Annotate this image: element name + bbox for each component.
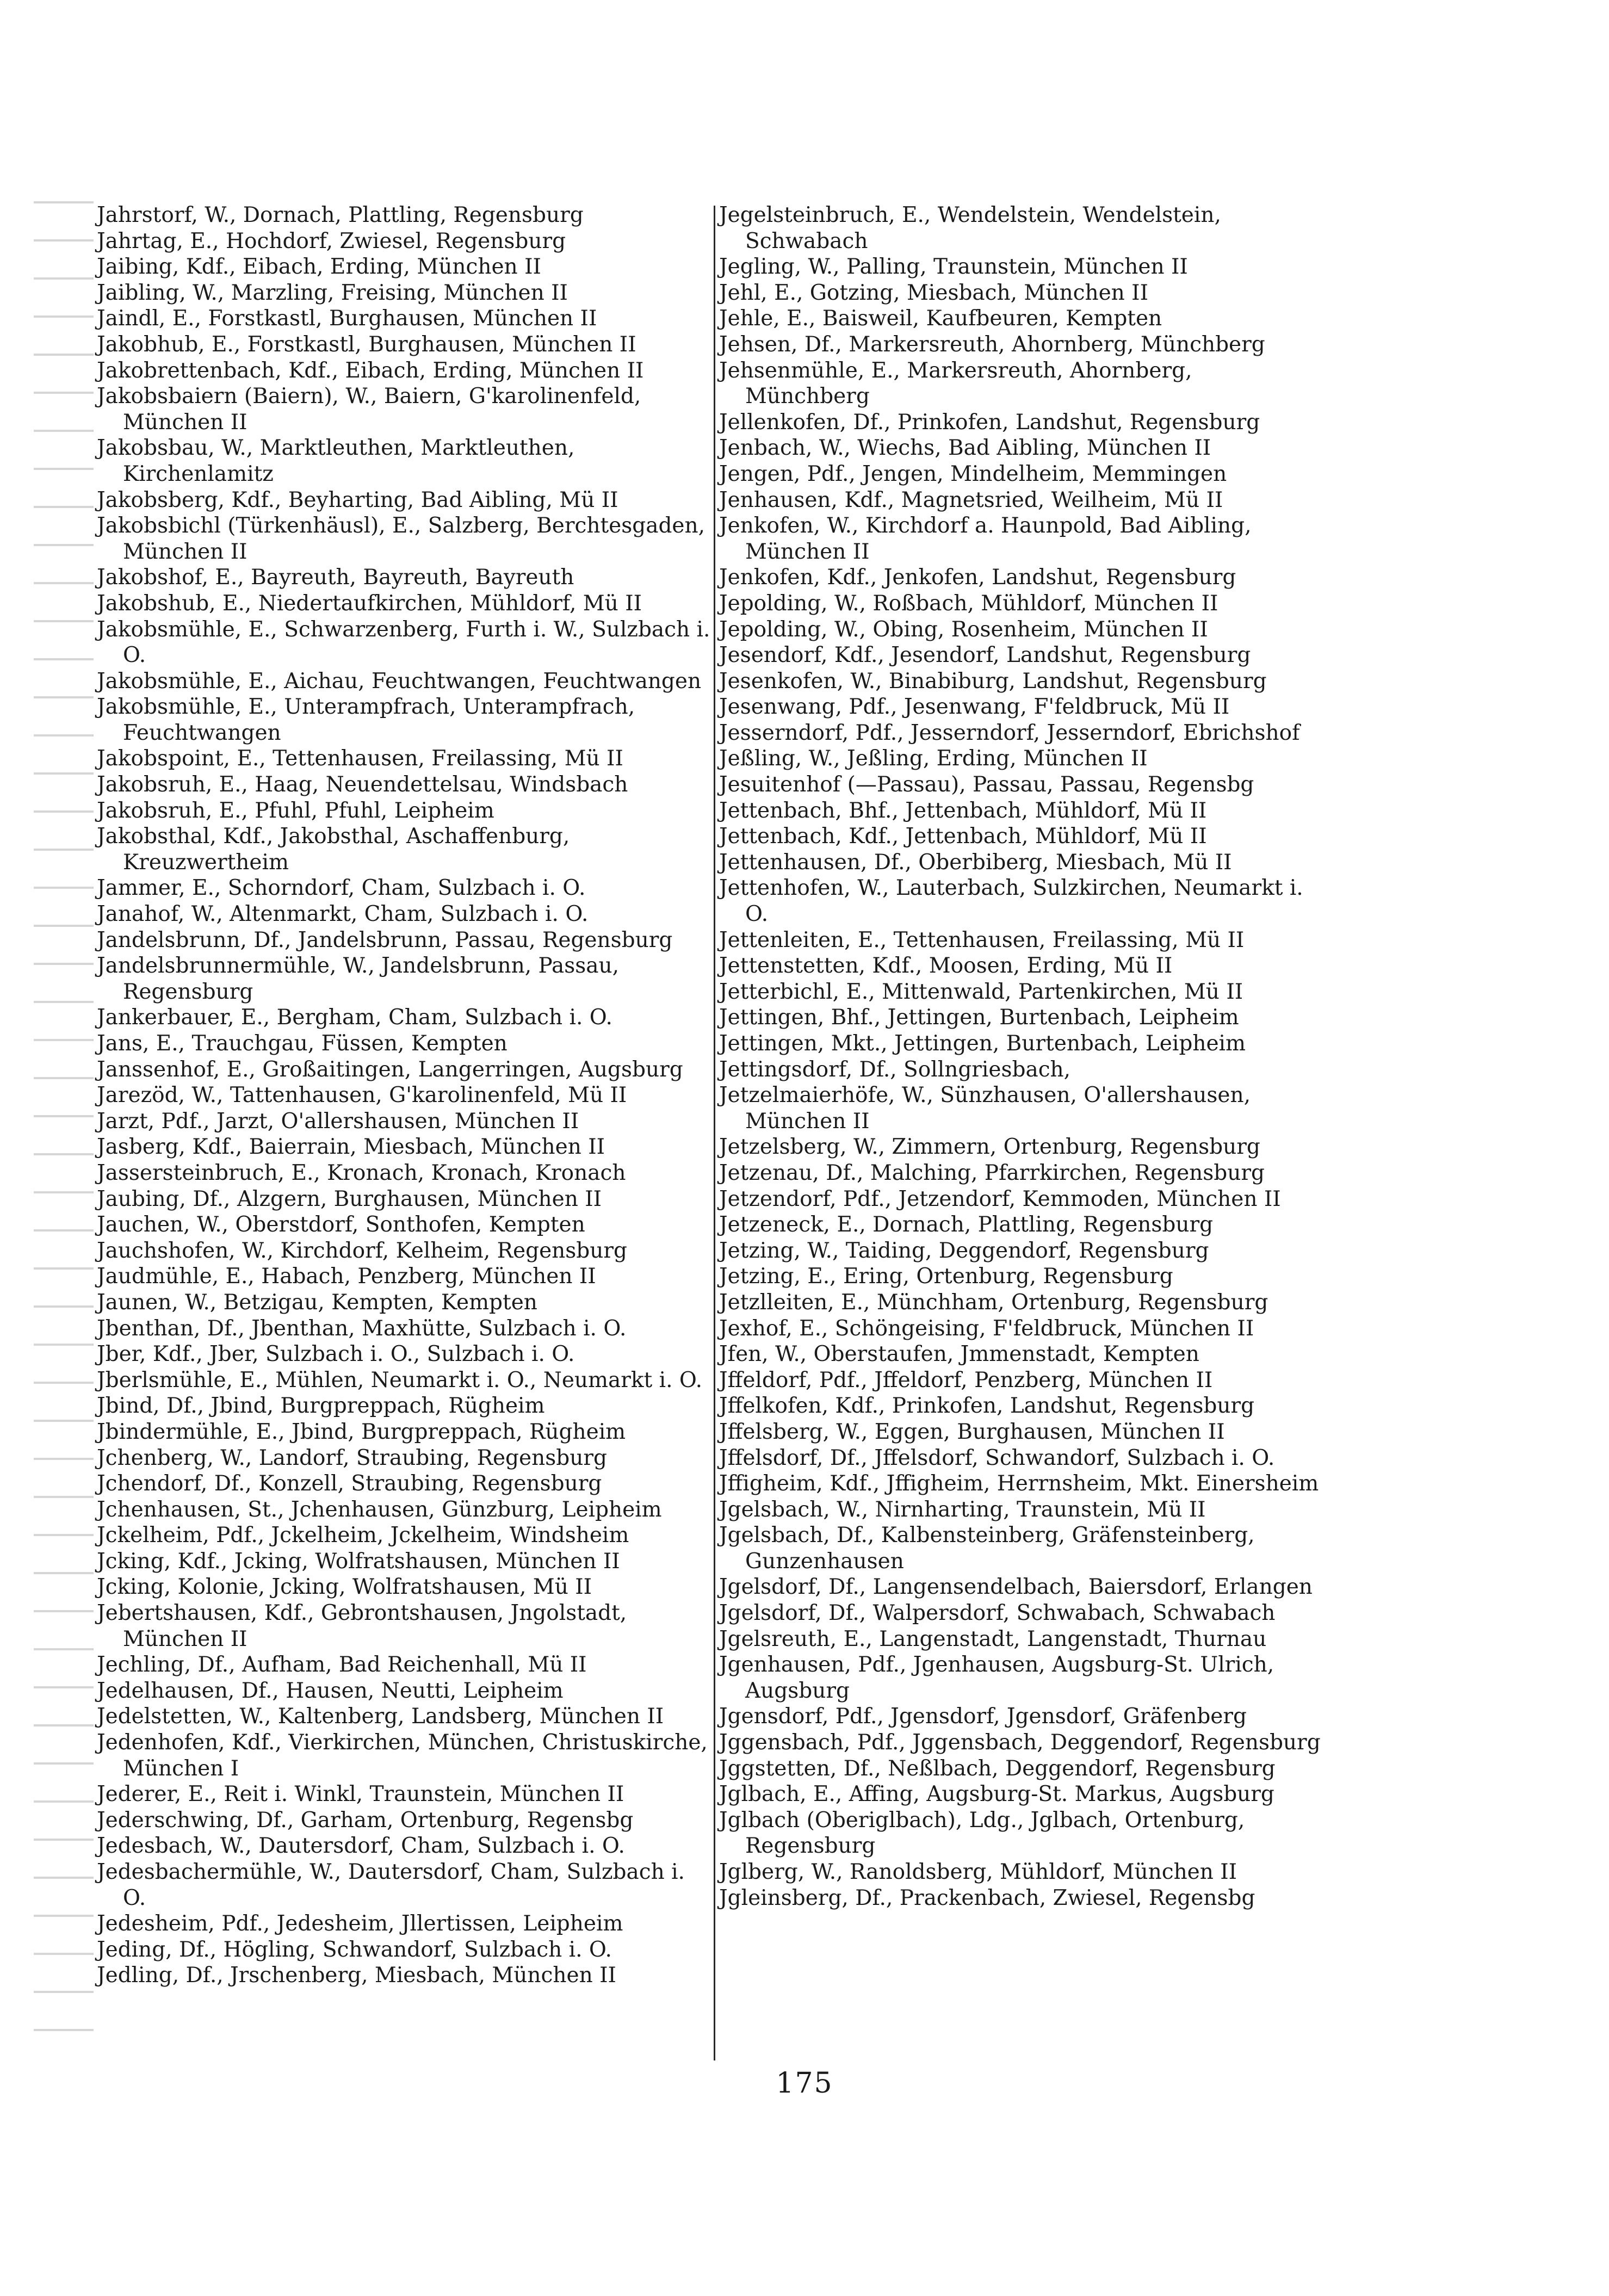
index-entry: Jakobshof, E., Bayreuth, Bayreuth, Bayreuth <box>97 565 574 590</box>
index-entry: Jakobsruh, E., Haag, Neuendettelsau, Windsbach <box>97 772 628 797</box>
index-entry: Jbenthan, Df., Jbenthan, Maxhütte, Sulzbach i. O. <box>97 1316 627 1341</box>
index-entry: Jffeldorf, Pdf., Jffeldorf, Penzberg, München II <box>719 1367 1213 1393</box>
index-entry: Jber, Kdf., Jber, Sulzbach i. O., Sulzbach i. O. <box>97 1342 575 1367</box>
index-entry: Jcking, Kdf., Jcking, Wolfratshausen, München II <box>97 1549 620 1574</box>
index-entry: Jffelsberg, W., Eggen, Burghausen, München II <box>719 1419 1225 1444</box>
index-entry: Jammer, E., Schorndorf, Cham, Sulzbach i. O. <box>97 876 586 901</box>
index-entry: Jberlsmühle, E., Mühlen, Neumarkt i. O., Neumarkt i. O. <box>97 1367 702 1393</box>
index-entry: Jettingsdorf, Df., Sollngriesbach, <box>719 1057 1071 1082</box>
index-entry: Jbind, Df., Jbind, Burgpreppach, Rügheim <box>97 1394 545 1419</box>
index-entry: Jarezöd, W., Tattenhausen, G'karolinenfeld, Mü II <box>97 1083 627 1108</box>
index-entry: Jffigheim, Kdf., Jffigheim, Herrnsheim, Mkt. Einersheim <box>719 1471 1319 1496</box>
index-entry: Jedelhausen, Df., Hausen, Neutti, Leipheim <box>97 1678 564 1703</box>
index-entry: Jgelsbach, W., Nirnharting, Traunstein, Mü II <box>719 1497 1206 1522</box>
index-entry: Jettenstetten, Kdf., Moosen, Erding, Mü II <box>719 954 1173 979</box>
index-entry: Jbindermühle, E., Jbind, Burgpreppach, Rügheim <box>97 1419 626 1444</box>
index-entry: Jesenwang, Pdf., Jesenwang, F'feldbruck, Mü II <box>719 695 1230 720</box>
index-entry: Jakobsmühle, E., Schwarzenberg, Furth i. W., Sulzbach i. O. <box>97 617 710 668</box>
index-entry: Jehsenmühle, E., Markersreuth, Ahornberg, Münchberg <box>719 358 1192 409</box>
index-entry: Jenhausen, Kdf., Magnetsried, Weilheim, Mü II <box>719 487 1223 512</box>
index-entry: Jankerbauer, E., Bergham, Cham, Sulzbach i. O. <box>97 1005 612 1030</box>
index-entry: Jetzendorf, Pdf., Jetzendorf, Kemmoden, München II <box>719 1186 1281 1211</box>
index-entry: Jans, E., Trauchgau, Füssen, Kempten <box>97 1031 508 1056</box>
index-entry: Jetzing, E., Ering, Ortenburg, Regensburg <box>719 1264 1173 1289</box>
index-entry: Jetzenau, Df., Malching, Pfarrkirchen, Regensburg <box>719 1160 1265 1185</box>
index-entry: Jettingen, Mkt., Jettingen, Burtenbach, Leipheim <box>719 1031 1246 1056</box>
index-entry: Jeding, Df., Högling, Schwandorf, Sulzbach i. O. <box>97 1937 612 1962</box>
index-entry: Jesenkofen, W., Binabiburg, Landshut, Regensburg <box>719 669 1267 694</box>
index-entry: Jetzing, W., Taiding, Deggendorf, Regensburg <box>719 1238 1209 1263</box>
index-entry: Janahof, W., Altenmarkt, Cham, Sulzbach i. O. <box>97 902 589 927</box>
index-entry: Jettenbach, Kdf., Jettenbach, Mühldorf, Mü II <box>719 824 1207 849</box>
index-entry: Jaudmühle, E., Habach, Penzberg, München II <box>97 1264 596 1289</box>
index-entry: Janssenhof, E., Großaitingen, Langerringen, Augsburg <box>97 1057 683 1082</box>
index-entry: Jechling, Df., Aufham, Bad Reichenhall, Mü II <box>97 1653 587 1678</box>
index-entry: Jedesbach, W., Dautersdorf, Cham, Sulzbach i. O. <box>97 1834 625 1859</box>
index-entry: Jettenleiten, E., Tettenhausen, Freilassing, Mü II <box>719 927 1245 952</box>
left-column <box>97 202 710 1989</box>
index-entry: Jakobsberg, Kdf., Beyharting, Bad Aibling, Mü II <box>97 487 618 512</box>
index-entry: Jarzt, Pdf., Jarzt, O'allershausen, München II <box>97 1109 579 1134</box>
index-entry: Jgleinsberg, Df., Prackenbach, Zwiesel, Regensbg <box>719 1885 1255 1910</box>
index-entry: Jetzelsberg, W., Zimmern, Ortenburg, Regensburg <box>719 1135 1260 1160</box>
index-entry: Jcking, Kolonie, Jcking, Wolfratshausen, Mü II <box>97 1575 592 1600</box>
index-entry: Jakobsbichl (Türkenhäusl), E., Salzberg, Berchtesgaden, München II <box>97 513 706 564</box>
index-entry: Jedesbachermühle, W., Dautersdorf, Cham, Sulzbach i. O. <box>97 1860 685 1910</box>
index-entry: Jggensbach, Pdf., Jggensbach, Deggendorf, Regensburg <box>719 1730 1321 1755</box>
index-entry: Jettingen, Bhf., Jettingen, Burtenbach, Leipheim <box>719 1005 1239 1030</box>
index-entry: Jgelsdorf, Df., Langensendelbach, Baiersdorf, Erlangen <box>719 1575 1313 1600</box>
index-entry: Jahrstorf, W., Dornach, Plattling, Regensburg <box>97 203 584 227</box>
index-entry: Jederer, E., Reit i. Winkl, Traunstein, München II <box>97 1782 624 1807</box>
index-entry: Jepolding, W., Obing, Rosenheim, München II <box>719 617 1208 642</box>
index-entry: Jakobrettenbach, Kdf., Eibach, Erding, München II <box>97 358 644 383</box>
index-entry: Jassersteinbruch, E., Kronach, Kronach, Kronach <box>97 1160 626 1185</box>
index-entry: Jedelstetten, W., Kaltenberg, Landsberg, München II <box>97 1704 664 1729</box>
index-entry: Jahrtag, E., Hochdorf, Zwiesel, Regensburg <box>97 228 566 253</box>
index-entry: Jenkofen, W., Kirchdorf a. Haunpold, Bad Aibling, München II <box>719 513 1252 564</box>
index-entry: Jetterbichl, E., Mittenwald, Partenkirchen, Mü II <box>719 979 1243 1004</box>
index-entry: Jaibling, W., Marzling, Freising, München II <box>97 280 568 305</box>
index-entry: Jgelsbach, Df., Kalbensteinberg, Gräfensteinberg, Gunzenhausen <box>719 1523 1255 1574</box>
index-entry: Jchenberg, W., Landorf, Straubing, Regensburg <box>97 1445 607 1470</box>
index-entry: Jgenhausen, Pdf., Jgenhausen, Augsburg-St. Ulrich, Augsburg <box>719 1653 1274 1703</box>
index-entry: Jaibing, Kdf., Eibach, Erding, München II <box>97 255 541 280</box>
index-entry: Jglberg, W., Ranoldsberg, Mühldorf, München II <box>719 1860 1237 1884</box>
index-entry: Jaunen, W., Betzigau, Kempten, Kempten <box>97 1290 537 1315</box>
index-entry: Jederschwing, Df., Garham, Ortenburg, Regensbg <box>97 1808 634 1833</box>
index-entry: Jenbach, W., Wiechs, Bad Aibling, München II <box>719 436 1211 461</box>
index-entry: Jggstetten, Df., Neßlbach, Deggendorf, Regensburg <box>719 1756 1276 1781</box>
index-entry: Jedling, Df., Jrschenberg, Miesbach, München II <box>97 1963 616 1988</box>
index-entry: Jfen, W., Oberstaufen, Jmmenstadt, Kempten <box>719 1342 1199 1367</box>
index-entry: Jakobsmühle, E., Unterampfrach, Unterampfrach, Feuchtwangen <box>97 695 635 745</box>
index-entry: Jettenhausen, Df., Oberbiberg, Miesbach, Mü II <box>719 850 1232 875</box>
index-entry: Jchendorf, Df., Konzell, Straubing, Regensburg <box>97 1471 602 1496</box>
index-entry: Jakobsmühle, E., Aichau, Feuchtwangen, Feuchtwangen <box>97 669 702 694</box>
index-entry: Jgensdorf, Pdf., Jgensdorf, Jgensdorf, Gräfenberg <box>719 1704 1247 1729</box>
index-entry: Jakobsruh, E., Pfuhl, Pfuhl, Leipheim <box>97 798 494 823</box>
index-entry: Jegelsteinbruch, E., Wendelstein, Wendelstein, Schwabach <box>719 203 1221 253</box>
index-entry: Jchenhausen, St., Jchenhausen, Günzburg, Leipheim <box>97 1497 662 1522</box>
index-entry: Jauchen, W., Oberstdorf, Sonthofen, Kempten <box>97 1212 585 1237</box>
index-entry: Jettenhofen, W., Lauterbach, Sulzkirchen, Neumarkt i. O. <box>719 876 1303 927</box>
index-entry: Jgelsreuth, E., Langenstadt, Langenstadt, Thurnau <box>719 1626 1267 1651</box>
index-entry: Jetzlleiten, E., Münchham, Ortenburg, Regensburg <box>719 1290 1268 1315</box>
index-entry: Jegling, W., Palling, Traunstein, München II <box>719 255 1188 280</box>
index-entry: Jakobshub, E., Niedertaufkirchen, Mühldorf, Mü II <box>97 591 642 616</box>
index-entry: Jgelsdorf, Df., Walpersdorf, Schwabach, Schwabach <box>719 1601 1276 1626</box>
margin-scan-marks <box>34 185 94 2034</box>
index-entry: Jedesheim, Pdf., Jedesheim, Jllertissen, Leipheim <box>97 1911 623 1936</box>
index-entry: Jellenkofen, Df., Prinkofen, Landshut, Regensburg <box>719 410 1260 435</box>
index-entry: Jandelsbrunn, Df., Jandelsbrunn, Passau, Regensburg <box>97 927 673 952</box>
index-entry: Jehsen, Df., Markersreuth, Ahornberg, Münchberg <box>719 332 1265 357</box>
page-number: 175 <box>776 2067 833 2100</box>
index-entry: Jesuitenhof (—Passau), Passau, Passau, Regensbg <box>719 772 1254 797</box>
index-entry: Jeßling, W., Jeßling, Erding, München II <box>719 746 1148 771</box>
index-entry: Jehle, E., Baisweil, Kaufbeuren, Kempten <box>719 306 1162 331</box>
index-entry: Jepolding, W., Roßbach, Mühldorf, München II <box>719 591 1218 616</box>
index-entry: Jehl, E., Gotzing, Miesbach, München II <box>719 280 1148 305</box>
index-entry: Jakobsbau, W., Marktleuthen, Marktleuthen, Kirchenlamitz <box>97 436 575 486</box>
index-entry: Jauchshofen, W., Kirchdorf, Kelheim, Regensburg <box>97 1238 627 1263</box>
index-entry: Jettenbach, Bhf., Jettenbach, Mühldorf, Mü II <box>719 798 1207 823</box>
index-entry: Jedenhofen, Kdf., Vierkirchen, München, Christuskirche, München I <box>97 1730 708 1781</box>
index-entry: Jakobhub, E., Forstkastl, Burghausen, München II <box>97 332 636 357</box>
index-entry: Jakobsthal, Kdf., Jakobsthal, Aschaffenburg, Kreuzwertheim <box>97 824 570 875</box>
index-entry: Jaubing, Df., Alzgern, Burghausen, München II <box>97 1186 602 1211</box>
index-entry: Jengen, Pdf., Jengen, Mindelheim, Memmingen <box>719 461 1227 486</box>
index-entry: Jesserndorf, Pdf., Jesserndorf, Jesserndorf, Ebrichshof <box>719 720 1300 745</box>
index-entry: Jetzelmaierhöfe, W., Sünzhausen, O'allershausen, München II <box>719 1083 1251 1134</box>
index-entry: Jaindl, E., Forstkastl, Burghausen, München II <box>97 306 597 331</box>
index-entry: Jffelkofen, Kdf., Prinkofen, Landshut, Regensburg <box>719 1394 1255 1419</box>
index-entry: Jakobsbaiern (Baiern), W., Baiern, G'karolinenfeld, München II <box>97 384 641 435</box>
index-entry: Jakobspoint, E., Tettenhausen, Freilassing, Mü II <box>97 746 623 771</box>
index-entry: Jesendorf, Kdf., Jesendorf, Landshut, Regensburg <box>719 643 1251 668</box>
index-entry: Jckelheim, Pdf., Jckelheim, Jckelheim, Windsheim <box>97 1523 629 1548</box>
index-entry: Jglbach, E., Affing, Augsburg-St. Markus, Augsburg <box>719 1782 1274 1807</box>
index-entry: Jetzeneck, E., Dornach, Plattling, Regensburg <box>719 1212 1214 1237</box>
index-entry: Jandelsbrunnermühle, W., Jandelsbrunn, Passau, Regensburg <box>97 954 620 1004</box>
right-column <box>719 202 1323 1911</box>
index-entry: Jglbach (Oberiglbach), Ldg., Jglbach, Ortenburg, Regensburg <box>719 1808 1245 1859</box>
index-entry: Jffelsdorf, Df., Jffelsdorf, Schwandorf, Sulzbach i. O. <box>719 1445 1275 1470</box>
index-entry: Jenkofen, Kdf., Jenkofen, Landshut, Regensburg <box>719 565 1236 590</box>
index-entry: Jexhof, E., Schöngeising, F'feldbruck, München II <box>719 1316 1254 1341</box>
index-entry: Jebertshausen, Kdf., Gebrontshausen, Jngolstadt, München II <box>97 1601 627 1651</box>
index-entry: Jasberg, Kdf., Baierrain, Miesbach, München II <box>97 1135 605 1160</box>
column-divider <box>714 206 715 2060</box>
